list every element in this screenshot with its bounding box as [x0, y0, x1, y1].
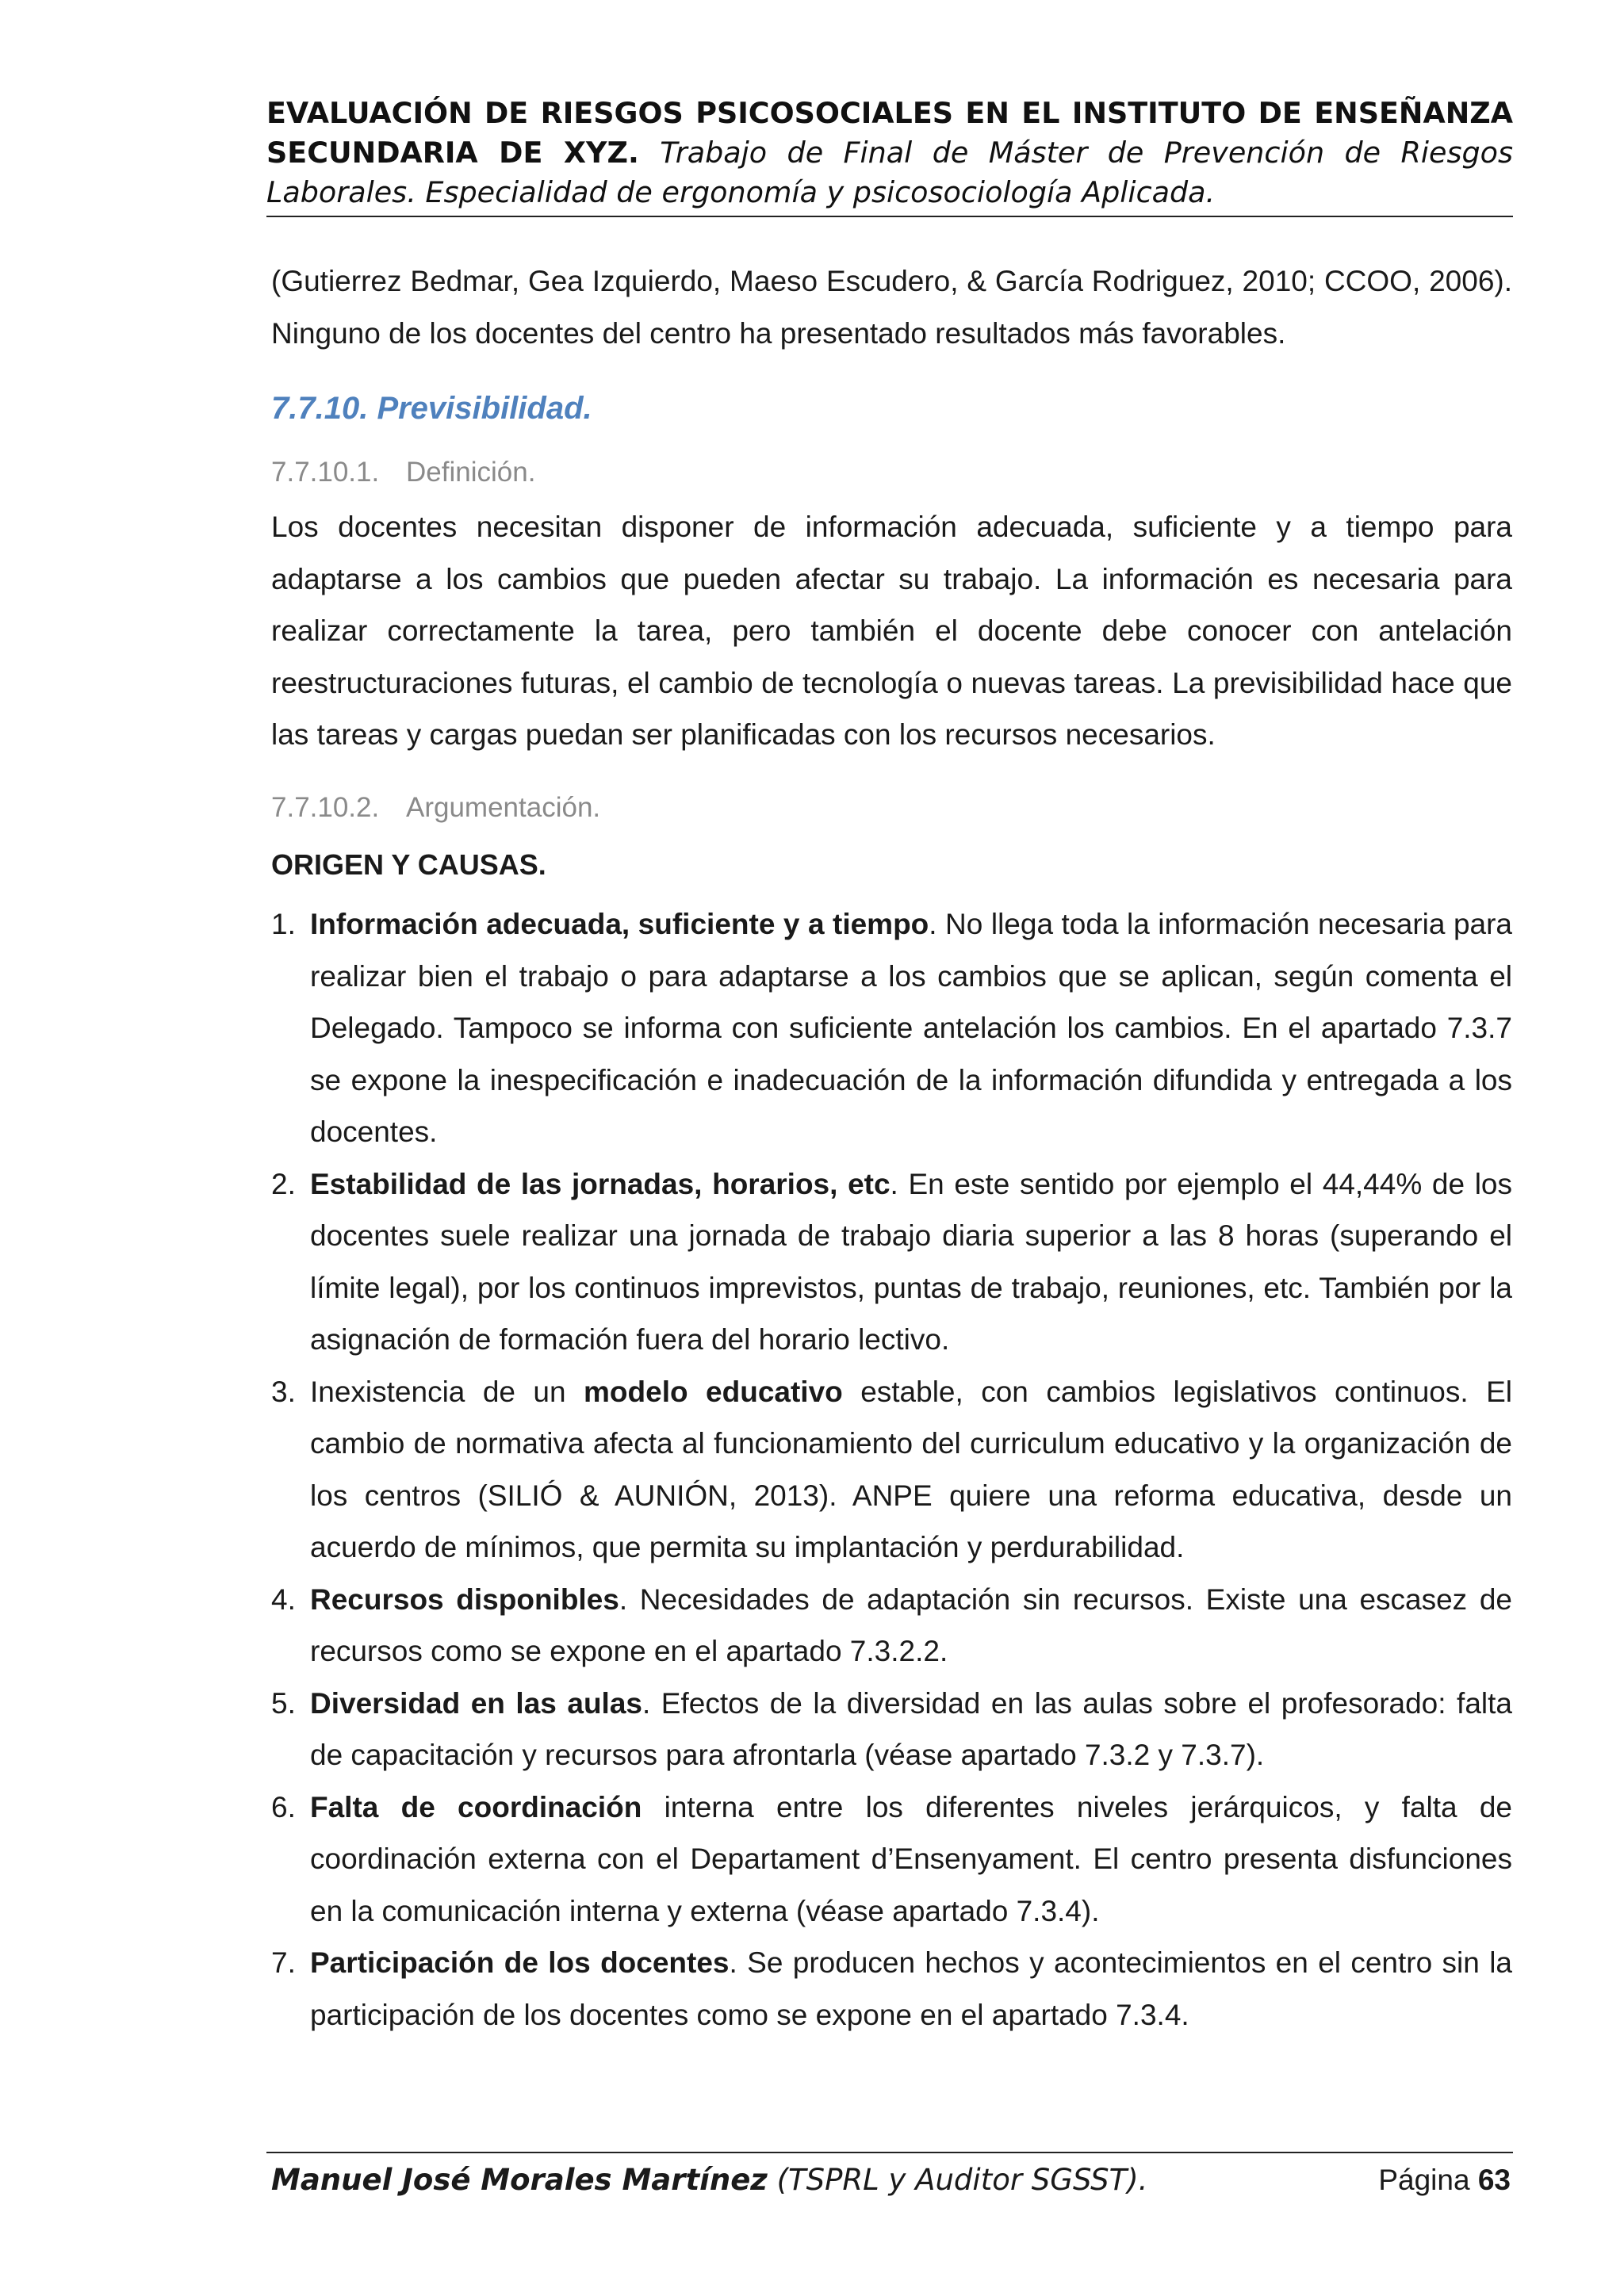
- cause-item-number: 4.: [271, 1582, 296, 1616]
- cause-item-text: . Se producen hechos y acontecimientos en el centro sin la participación de los docentes como se expone en el apartado 7.3.4.: [310, 1946, 1513, 2031]
- cause-item-number: 3.: [271, 1375, 296, 1408]
- definition-heading: [271, 453, 535, 492]
- cause-item-title: Falta de coordinación: [310, 1790, 642, 1823]
- footer-author-name: Manuel José Morales Martínez: [271, 2163, 768, 2197]
- cause-item-title: modelo educativo: [584, 1375, 843, 1408]
- argument-heading: [271, 788, 600, 828]
- causes-list: [271, 898, 1512, 2041]
- cause-item-title: Participación de los docentes: [310, 1946, 730, 1979]
- cause-item-title: Recursos disponibles: [310, 1582, 619, 1616]
- footer-author: [271, 2160, 1147, 2201]
- cause-item-text: . No llega toda la información necesaria para realizar bien el trabajo o para adaptarse a los cambios que se aplican, según comenta el Delegado. Tampoco se informa con suficiente antelación los cambios. En el apartado 7.3.7 se expone la inespecificación e inadecuación de la información difundida y entregada a los docentes.: [310, 908, 1512, 1148]
- intro-paragraph: (Gutierrez Bedmar, Gea Izquierdo, Maeso Escudero, & García Rodriguez, 2010; CCOO, 2006). Ninguno de los docentes del centro ha presentado resultados más favorables.: [271, 265, 1512, 350]
- cause-item-text: estable, con cambios legislativos continuos. El cambio de normativa afecta al funcionamiento del curriculum educativo y la organización de los centros (SILIÓ & AUNIÓN, 2013). ANPE quiere una reforma educativa, desde un acuerdo de mínimos, que permita su implantación y perdurabilidad.: [310, 1375, 1512, 1563]
- page-number: 63: [1477, 2164, 1511, 2196]
- cause-item: [271, 1158, 1512, 1366]
- cause-item-number: 1.: [271, 908, 296, 940]
- header-subtitle: Trabajo de Final de Máster de Prevención de Riesgos Laborales. Especialidad de ergonomía y psicosociología Aplicada.: [266, 136, 1513, 209]
- cause-item-number: 6.: [271, 1790, 296, 1823]
- cause-item: [271, 1937, 1512, 2041]
- footer-credentials: (TSPRL y Auditor SGSST).: [767, 2163, 1148, 2197]
- cause-item-text: . En este sentido por ejemplo el 44,44% de los docentes suele realizar una jornada de trabajo diaria superior a las 8 horas (superando el límite legal), por los continuos imprevistos, puntas de trabajo, reuniones, etc. También por la asignación de formación fuera del horario lectivo.: [310, 1167, 1512, 1356]
- cause-item-pre: Inexistencia de un: [310, 1375, 584, 1408]
- cause-item: [271, 1574, 1512, 1678]
- footer-divider: [266, 2152, 1513, 2153]
- header-title-dot: .: [627, 136, 661, 170]
- cause-item-number: 5.: [271, 1686, 296, 1720]
- definition-paragraph: Los docentes necesitan disponer de información adecuada, suficiente y a tiempo para adaptarse a los cambios que pueden afectar su trabajo. La información es necesaria para realizar correctamente la tarea, pero también el docente debe conocer con antelación reestructuraciones futuras, el cambio de tecnología o nuevas tareas. La previsibilidad hace que las tareas y cargas puedan ser planificadas con los recursos necesarios.: [271, 511, 1512, 751]
- definition-heading-label: Definición.: [406, 457, 536, 488]
- header-title: EVALUACIÓN DE RIESGOS PSICOSOCIALES EN EL INSTITUTO DE ENSEÑANZA SECUNDARIA DE XYZ: [266, 96, 1513, 170]
- cause-item-title: Diversidad en las aulas: [310, 1686, 642, 1720]
- section-heading: 7.7.10. Previsibilidad.: [271, 391, 592, 426]
- definition-heading-number: 7.7.10.1.: [271, 457, 380, 488]
- footer-page-number: [1378, 2160, 1511, 2201]
- cause-item: [271, 1781, 1512, 1938]
- header-divider: [266, 216, 1513, 217]
- page-label: Página: [1378, 2164, 1470, 2196]
- argument-heading-label: Argumentación.: [406, 792, 601, 823]
- origin-causes-title: ORIGEN Y CAUSAS.: [271, 848, 546, 881]
- cause-item-number: 2.: [271, 1167, 296, 1200]
- argument-heading-number: 7.7.10.2.: [271, 792, 380, 823]
- cause-item-number: 7.: [271, 1946, 296, 1979]
- running-header: [266, 94, 1513, 212]
- cause-item-text: . Necesidades de adaptación sin recursos. Existe una escasez de recursos como se expone en el apartado 7.3.2.2.: [310, 1582, 1512, 1667]
- cause-item: [271, 1366, 1512, 1574]
- cause-item: [271, 898, 1512, 1158]
- cause-item-text: . Efectos de la diversidad en las aulas sobre el profesorado: falta de capacitación y recursos para afrontarla (véase apartado 7.3.2 y 7.3.7).: [310, 1686, 1512, 1771]
- cause-item-text: interna entre los diferentes niveles jerárquicos, y falta de coordinación externa con el Departament d’Ensenyament. El centro presenta disfunciones en la comunicación interna y externa (véase apartado 7.3.4).: [310, 1790, 1512, 1927]
- cause-item-title: Información adecuada, suficiente y a tiempo: [310, 908, 929, 940]
- cause-item: [271, 1678, 1512, 1781]
- cause-item-title: Estabilidad de las jornadas, horarios, etc: [310, 1167, 891, 1200]
